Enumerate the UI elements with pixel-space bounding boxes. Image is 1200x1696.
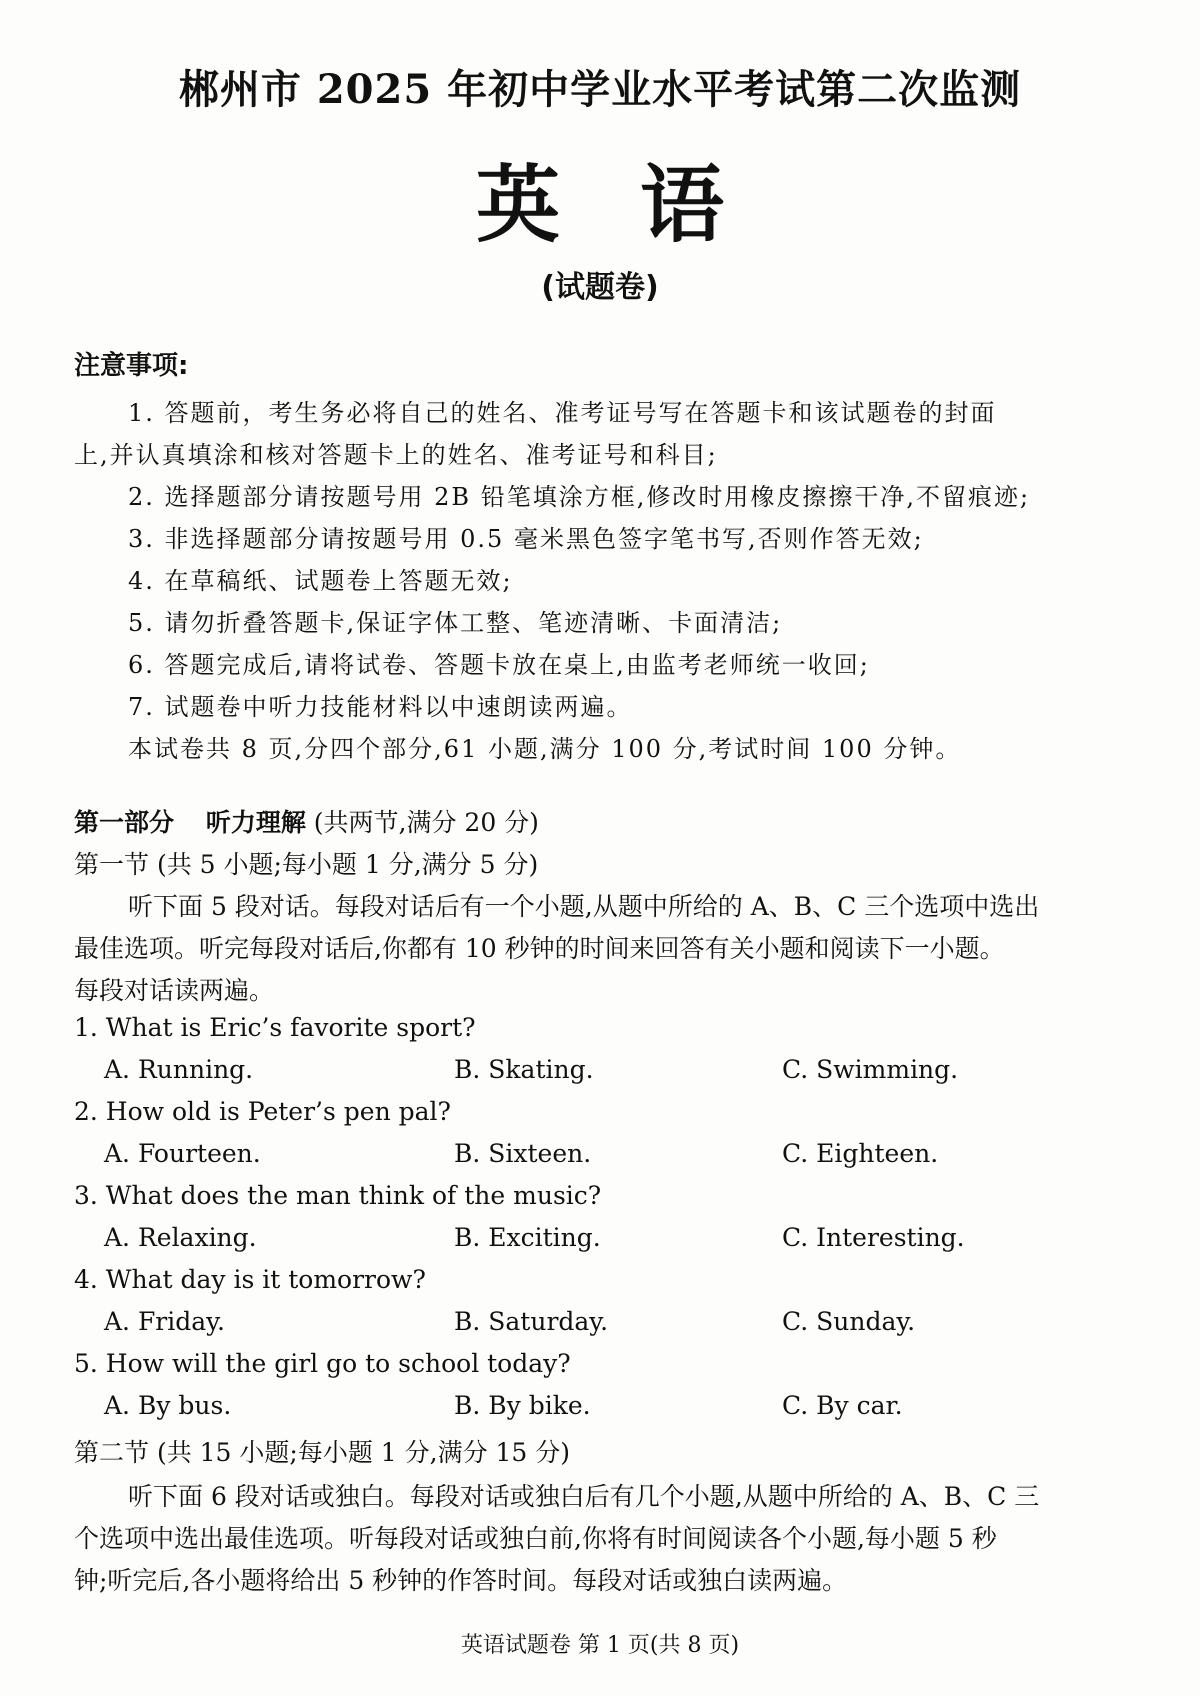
section1-instruction: 听下面 5 段对话。每段对话后有一个小题,从题中所给的 A、B、C 三个选项中选出 xyxy=(128,892,1040,921)
notice-line: 2. 选择题部分请按题号用 2B 铅笔填涂方框,修改时用橡皮擦擦干净,不留痕迹; xyxy=(128,483,1031,511)
option-c: C. Interesting. xyxy=(782,1223,965,1252)
section2-heading: 第二节 (共 15 小题;每小题 1 分,满分 15 分) xyxy=(74,1438,571,1467)
option-b: B. Exciting. xyxy=(454,1223,601,1252)
question-text: 3. What does the man think of the music? xyxy=(74,1181,602,1210)
section2-instruction: 钟;听完后,各小题将给出 5 秒钟的作答时间。每段对话或独白读两遍。 xyxy=(74,1566,848,1595)
question-text: 2. How old is Peter’s pen pal? xyxy=(74,1097,451,1126)
notice-line: 6. 答题完成后,请将试卷、答题卡放在桌上,由监考老师统一收回; xyxy=(128,651,870,679)
option-c: C. Sunday. xyxy=(782,1307,916,1336)
exam-title: 郴州市 2025 年初中学业水平考试第二次监测 xyxy=(178,66,1022,113)
part1-name: 第一部分 xyxy=(74,808,175,837)
notice-line: 1. 答题前，考生务必将自己的姓名、准考证号写在答题卡和该试题卷的封面 xyxy=(128,399,997,427)
option-c: C. Swimming. xyxy=(782,1055,959,1084)
section2-instruction: 个选项中选出最佳选项。听每段对话或独白前,你将有时间阅读各个小题,每小题 5 秒 xyxy=(74,1524,997,1553)
question-text: 5. How will the girl go to school today? xyxy=(74,1349,571,1378)
part1-heading xyxy=(74,803,539,839)
question-text: 4. What day is it tomorrow? xyxy=(74,1265,426,1294)
option-a: A. Running. xyxy=(104,1055,254,1084)
notice-line: 上,并认真填涂和核对答题卡上的姓名、准考证号和科目; xyxy=(74,441,718,469)
notice-line: 7. 试题卷中听力技能材料以中速朗读两遍。 xyxy=(128,693,633,721)
question-text: 1. What is Eric’s favorite sport? xyxy=(74,1013,476,1042)
option-b: B. Sixteen. xyxy=(454,1139,592,1168)
notice-line: 5. 请勿折叠答题卡,保证字体工整、笔迹清晰、卡面清洁; xyxy=(128,609,783,637)
section1-instruction: 最佳选项。听完每段对话后,你都有 10 秒钟的时间来回答有关小题和阅读下一小题。 xyxy=(74,934,1005,963)
option-a: A. Friday. xyxy=(104,1307,225,1336)
part1-title: 听力理解 xyxy=(205,808,306,837)
notice-line: 3. 非选择题部分请按题号用 0.5 毫米黑色签字笔书写,否则作答无效; xyxy=(128,525,924,553)
part1-info: (共两节,满分 20 分) xyxy=(313,808,539,837)
section1-heading: 第一节 (共 5 小题;每小题 1 分,满分 5 分) xyxy=(74,850,539,879)
page-footer: 英语试题卷 第 1 页(共 8 页) xyxy=(460,1633,740,1658)
option-a: A. Relaxing. xyxy=(104,1223,257,1252)
notice-line: 4. 在草稿纸、试题卷上答题无效; xyxy=(128,567,513,595)
paper-type: (试题卷) xyxy=(541,270,659,305)
option-c: C. By car. xyxy=(782,1391,903,1420)
notice-heading: 注意事项: xyxy=(74,351,189,381)
subject-title: 英语 xyxy=(475,156,804,254)
option-b: B. By bike. xyxy=(454,1391,591,1420)
option-a: A. Fourteen. xyxy=(104,1139,261,1168)
option-a: A. By bus. xyxy=(104,1391,232,1420)
option-c: C. Eighteen. xyxy=(782,1139,939,1168)
section2-instruction: 听下面 6 段对话或独白。每段对话或独白后有几个小题,从题中所给的 A、B、C 三 xyxy=(128,1482,1040,1511)
option-b: B. Skating. xyxy=(454,1055,594,1084)
notice-summary: 本试卷共 8 页,分四个部分,61 小题,满分 100 分,考试时间 100 分钟。 xyxy=(128,735,962,763)
option-b: B. Saturday. xyxy=(454,1307,609,1336)
section1-instruction: 每段对话读两遍。 xyxy=(74,976,275,1005)
